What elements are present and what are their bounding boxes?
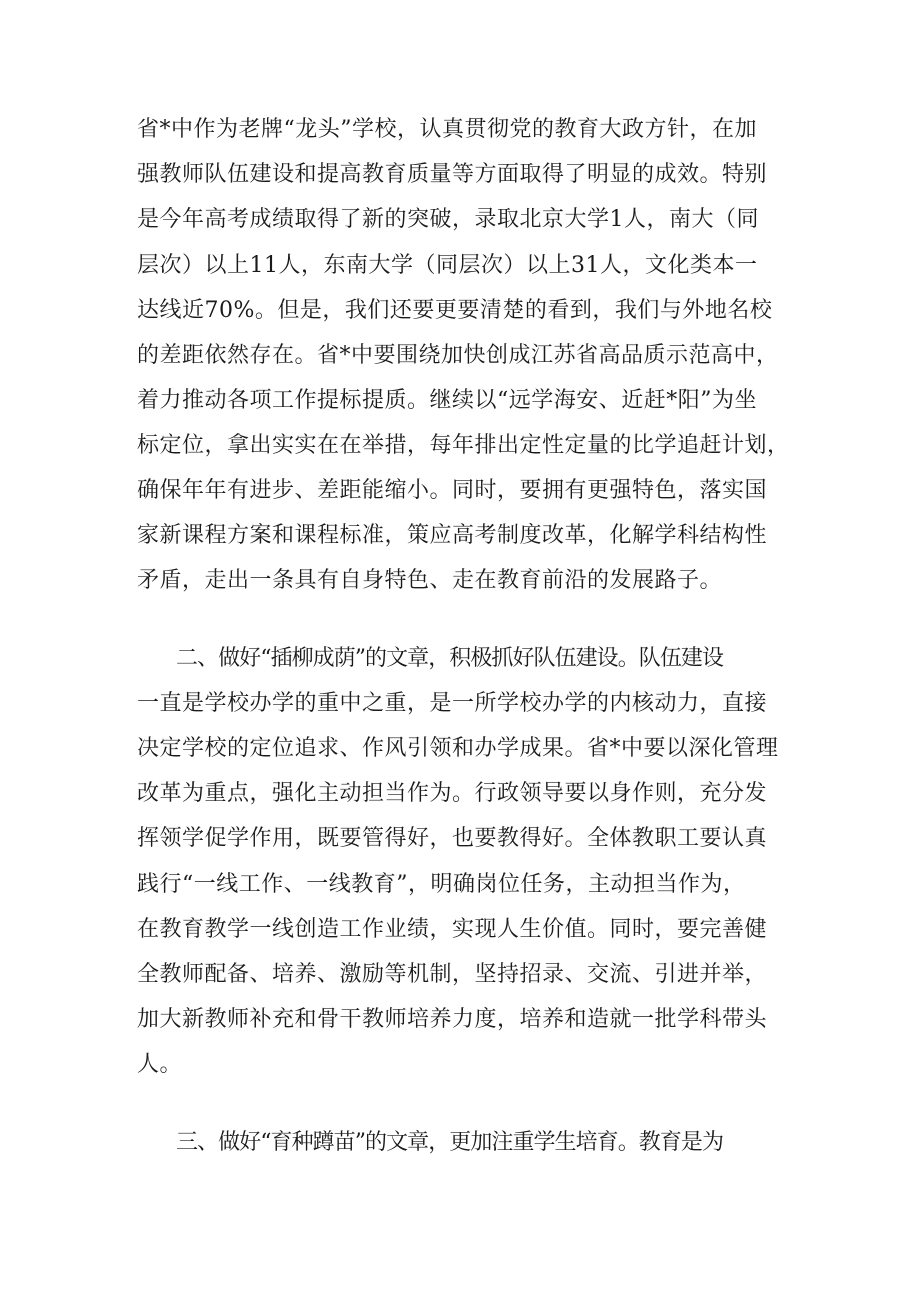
text-line: 人。: [137, 1052, 183, 1077]
text-line: 加大新教师补充和骨干教师培养力度，培养和造就一批学科带头: [137, 1007, 768, 1032]
text-line: 家新课程方案和课程标准，策应高考制度改革，化解学科结构性: [137, 523, 768, 548]
text-line: 三、做好“育种蹲苗”的文章，更加注重学生培育。教育是为: [176, 1130, 723, 1155]
text-line: 决定学校的定位追求、作风引领和办学成果。省*中要以深化管理: [137, 736, 779, 761]
text-line: 省*中作为老牌“龙头”学校，认真贯彻党的教育大政方针，在加: [137, 117, 757, 142]
text-line: 是今年高考成绩取得了新的突破，录取北京大学1人，南大（同: [137, 207, 759, 232]
text-line: 层次）以上11人，东南大学（同层次）以上31人，文化类本一: [137, 253, 758, 278]
text-line: 强教师队伍建设和提高教育质量等方面取得了明显的成效。特别: [137, 162, 768, 187]
text-line: 二、做好“插柳成荫”的文章，积极抓好队伍建设。队伍建设: [176, 646, 723, 671]
text-line: 确保年年有进步、差距能缩小。同时，要拥有更强特色，落实国: [137, 478, 768, 503]
text-line: 标定位，拿出实实在在举措，每年排出定性定量的比学追赶计划，: [137, 433, 790, 458]
text-line: 的差距依然存在。省*中要围绕加快创成江苏省高品质示范高中，: [137, 343, 779, 368]
text-line: 着力推动各项工作提标提质。继续以“远学海安、近赶*阳”为坐: [137, 388, 757, 413]
text-line: 全教师配备、培养、激励等机制，坚持招录、交流、引进并举，: [137, 962, 768, 987]
text-line: 达线近70%。但是，我们还要更要清楚的看到，我们与外地名校: [137, 298, 773, 323]
text-line: 一直是学校办学的重中之重，是一所学校办学的内核动力，直接: [137, 691, 768, 716]
text-line: 矛盾，走出一条具有自身特色、走在教育前沿的发展路子。: [137, 568, 723, 593]
text-line: 挥领学促学作用，既要管得好，也要教得好。全体教职工要认真: [137, 826, 768, 851]
text-line: 改革为重点，强化主动担当作为。行政领导要以身作则，充分发: [137, 781, 768, 806]
text-line: 在教育教学一线创造工作业绩，实现人生价值。同时，要完善健: [137, 917, 768, 942]
text-line: 践行“一线工作、一线教育”，明确岗位任务，主动担当作为，: [137, 872, 746, 897]
